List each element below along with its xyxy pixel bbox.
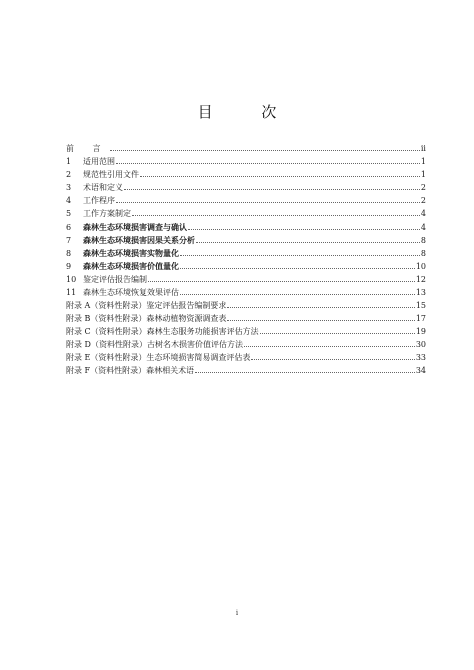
toc-entry[interactable] <box>66 285 426 298</box>
toc-entry-number: 3 <box>66 183 72 193</box>
toc-entry-title: 鉴定评估报告编制 <box>83 274 147 284</box>
toc-entry-title: 附录 C（资料性附录）森林生态服务功能损害评估方法 <box>66 327 259 337</box>
toc-entry-page: 4 <box>420 222 426 232</box>
toc-entry-page: 2 <box>420 196 426 206</box>
toc-entry[interactable] <box>66 259 426 272</box>
toc-entry[interactable] <box>66 298 426 311</box>
toc-entry[interactable] <box>66 350 426 363</box>
toc-entry-title: 森林生态环境损害调查与确认 <box>83 221 187 232</box>
toc-entry-number: 2 <box>66 170 72 180</box>
toc-dot-leader <box>227 307 414 308</box>
toc-entry-page: 15 <box>415 301 426 311</box>
toc-entry[interactable] <box>66 324 426 337</box>
toc-entry[interactable] <box>66 219 426 232</box>
toc-dot-leader <box>110 150 420 151</box>
toc-entry[interactable] <box>66 233 426 246</box>
toc-entry-number: 1 <box>66 157 72 167</box>
toc-entry[interactable] <box>66 272 426 285</box>
toc-dot-leader <box>180 255 420 256</box>
toc-dot-leader <box>132 215 420 216</box>
toc-dot-leader <box>260 333 415 334</box>
toc-entry-title: 规范性引用文件 <box>83 170 139 180</box>
toc-entry-title: 森林生态环境损害因果关系分析 <box>83 234 195 245</box>
toc-entry-page: 30 <box>415 340 426 350</box>
toc-entry-title: 适用范围 <box>83 157 115 167</box>
toc-dot-leader <box>196 242 420 243</box>
toc-entry-page: 2 <box>420 183 426 193</box>
toc-entry-title: 森林生态环境损害价值量化 <box>83 260 179 271</box>
toc-entry-page: ii <box>420 144 426 154</box>
toc-dot-leader <box>195 372 415 373</box>
toc-entry-title: 森林生态环境损害实物量化 <box>83 247 179 258</box>
toc-entry-page: 1 <box>420 157 426 167</box>
toc-entry[interactable] <box>66 246 426 259</box>
toc-entry-title: 附录 F（资料性附录）森林相关术语 <box>66 366 195 376</box>
toc-entry[interactable] <box>66 167 426 180</box>
toc-entry-page: 8 <box>420 235 426 245</box>
toc-entry-number: 5 <box>66 209 72 219</box>
toc-entry-title: 术语和定义 <box>83 183 123 193</box>
toc-entry-page: 12 <box>415 274 426 284</box>
toc-dot-leader <box>140 176 420 177</box>
toc-entry-title: 附录 A（资料性附录）鉴定评估报告编制要求 <box>66 301 227 311</box>
toc-entry-number: 10 <box>66 274 77 284</box>
toc-entry-page: 19 <box>415 327 426 337</box>
toc-dot-leader <box>116 163 420 164</box>
toc-entry-number: 9 <box>66 261 72 271</box>
toc-dot-leader <box>244 346 415 347</box>
toc-heading: 目 次 <box>197 103 299 121</box>
page-number: i <box>235 609 239 617</box>
toc-dot-leader <box>227 320 414 321</box>
toc-entry-page: 13 <box>415 287 426 297</box>
toc-entry-page: 8 <box>420 248 426 258</box>
toc-entry-title: 前 言 <box>66 144 109 154</box>
toc-dot-leader <box>251 359 414 360</box>
toc-entry-page: 1 <box>420 170 426 180</box>
toc-dot-leader <box>124 189 420 190</box>
toc-dot-leader <box>180 268 415 269</box>
toc-entry-title: 附录 E（资料性附录）生态环境损害简易调查评估表 <box>66 353 251 363</box>
toc-entry-title: 附录 D（资料性附录）古树名木损害价值评估方法 <box>66 340 243 350</box>
toc-entry-number: 6 <box>66 222 72 232</box>
toc-dot-leader <box>188 229 420 230</box>
toc-entry-title: 工作程序 <box>83 196 115 206</box>
toc-entry[interactable] <box>66 141 426 154</box>
toc-dot-leader <box>148 281 415 282</box>
toc-entry[interactable] <box>66 311 426 324</box>
toc-entry-number: 8 <box>66 248 72 258</box>
toc-entry-page: 33 <box>415 353 426 363</box>
toc-entry-number: 4 <box>66 196 72 206</box>
toc-dot-leader <box>180 294 415 295</box>
toc-entry-number: 7 <box>66 235 72 245</box>
toc-entry-page: 4 <box>420 209 426 219</box>
toc-dot-leader <box>116 202 420 203</box>
toc-entry-page: 34 <box>415 366 426 376</box>
toc-entry-title: 森林生态环境恢复效果评估 <box>83 287 179 297</box>
toc-entry[interactable] <box>66 180 426 193</box>
toc-entry[interactable] <box>66 363 426 376</box>
toc-entry-number: 11 <box>66 287 77 297</box>
toc-entry[interactable] <box>66 337 426 350</box>
toc-entry-title: 附录 B（资料性附录）森林动植物资源调查表 <box>66 314 227 324</box>
toc-entry-title: 工作方案制定 <box>83 209 131 219</box>
toc-list <box>66 141 426 376</box>
toc-entry-page: 17 <box>415 314 426 324</box>
toc-entry[interactable] <box>66 154 426 167</box>
toc-entry[interactable] <box>66 193 426 206</box>
toc-entry-page: 10 <box>415 261 426 271</box>
toc-entry[interactable] <box>66 206 426 219</box>
